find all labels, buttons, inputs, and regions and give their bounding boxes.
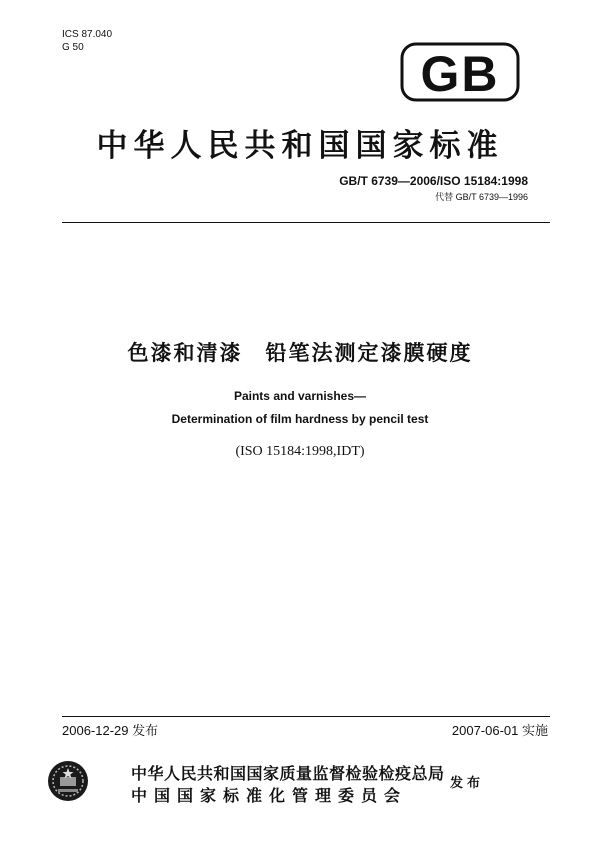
footer-divider bbox=[62, 716, 550, 717]
classification-code: G 50 bbox=[62, 42, 84, 53]
gb-logo-text: GB bbox=[420, 46, 500, 102]
ics-code bbox=[62, 28, 112, 54]
publish-label: 发布 bbox=[450, 776, 485, 791]
ics-number: ICS 87.040 bbox=[62, 29, 113, 40]
header-divider bbox=[62, 222, 550, 223]
issue-date: 2006-12-29 发布 bbox=[62, 723, 159, 738]
replaces-standard: 代替 GB/T 6739—1996 bbox=[435, 192, 528, 202]
document-title-en-line2: Determination of film hardness by pencil test bbox=[171, 412, 429, 426]
issuer-aqsiq: 中华人民共和国国家质量监督检验检疫总局 bbox=[131, 764, 445, 783]
standard-number: GB/T 6739—2006/ISO 15184:1998 bbox=[339, 174, 528, 188]
gb-logo bbox=[400, 40, 520, 104]
document-title-cn: 色漆和清漆 铅笔法测定漆膜硬度 bbox=[127, 341, 473, 365]
iso-equivalence: (ISO 15184:1998,IDT) bbox=[235, 444, 365, 459]
national-emblem-icon bbox=[46, 759, 90, 803]
document-title-en-line1: Paints and varnishes— bbox=[233, 389, 367, 403]
national-standard-title: 中华人民共和国国家标准 bbox=[96, 128, 504, 164]
issuer-sac: 中国国家标准化管理委员会 bbox=[131, 786, 408, 805]
implementation-date: 2007-06-01 实施 bbox=[451, 723, 548, 738]
document-title-en bbox=[0, 385, 600, 431]
